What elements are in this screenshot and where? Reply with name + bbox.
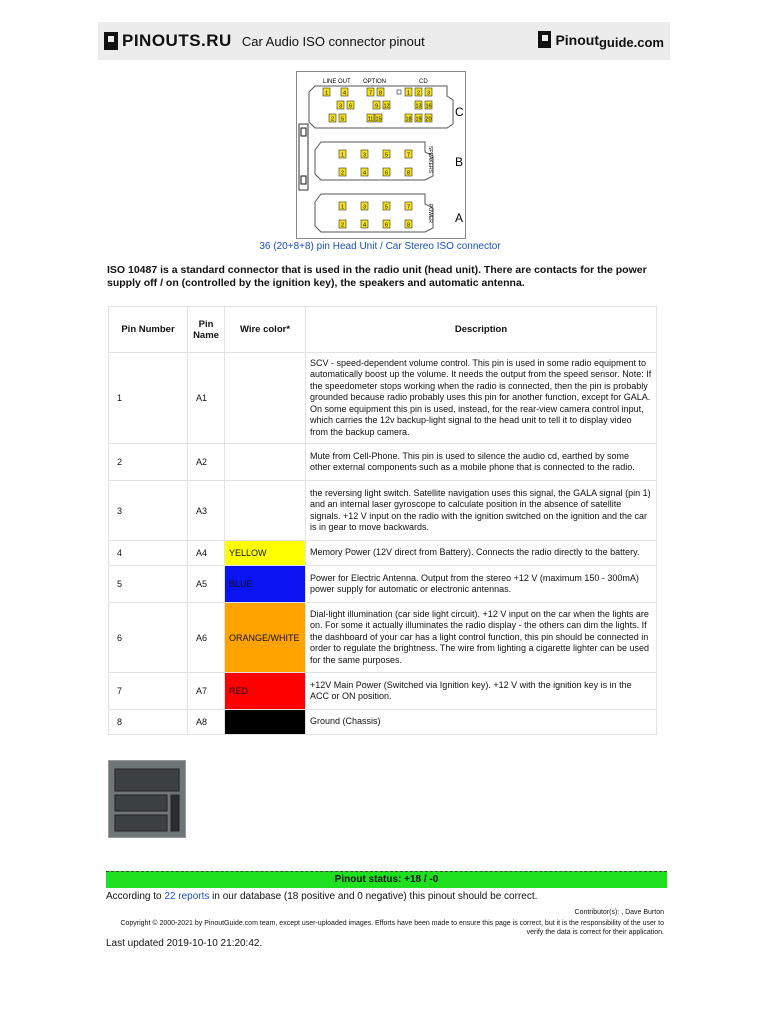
label-option: OPTION xyxy=(363,79,387,85)
pin-label: 13 xyxy=(415,103,422,110)
pin-label: 4 xyxy=(342,90,347,97)
pinoutguide-logo[interactable] xyxy=(538,31,664,48)
header-pin-number: Pin Number xyxy=(109,307,188,353)
pin-name: A4 xyxy=(188,541,225,566)
table-row xyxy=(109,541,657,566)
pin-number: 5 xyxy=(109,566,188,603)
table-row xyxy=(109,603,657,673)
pin-label: 12 xyxy=(383,103,390,110)
pin-label: 8 xyxy=(378,90,383,97)
pin-number: 3 xyxy=(109,481,188,541)
logo-icon xyxy=(104,32,118,50)
pin-label: 7 xyxy=(406,152,411,159)
pin-label: 1 xyxy=(340,152,345,159)
pin-name: A8 xyxy=(188,710,225,735)
pin-label: 3 xyxy=(426,90,431,97)
pin-number: 7 xyxy=(109,673,188,710)
pin-number: 1 xyxy=(109,353,188,444)
pin-label: 18 xyxy=(405,116,412,123)
table-row xyxy=(109,566,657,603)
pin-label: 4 xyxy=(362,170,367,177)
table-row xyxy=(109,444,657,481)
pin-description: SCV - speed-dependent volume control. This pin is used in some radio equipment to automatically boost up the volume. It needs the output from the speed sensor. Note: If the speedometer stops working when the radio is connected, then the pin is probably grounded because radio probably uses this pin for another function, except for GALA. On some equipment this pin is used, instead, for the rear-view camera control input, which carries the 12v backup-light signal to the head unit to tell it to display video from the backup camera. xyxy=(306,353,657,444)
pin-label: 8 xyxy=(406,170,411,177)
contributors: Contributor(s): , Dave Burton xyxy=(574,909,664,916)
wire-color: YELLOW xyxy=(225,541,306,566)
logo-text-a: Pinout xyxy=(555,31,599,48)
diagram-caption[interactable]: 36 (20+8+8) pin Head Unit / Car Stereo ISO connector xyxy=(259,241,501,252)
summary-text-post: in our database (18 positive and 0 negative) this pinout should be correct. xyxy=(209,891,538,902)
pin-label: 19 xyxy=(415,116,422,123)
pin-label: 2 xyxy=(330,116,335,123)
label-cd: CD xyxy=(419,79,428,85)
reports-link[interactable]: 22 reports xyxy=(164,891,210,902)
wire-color: RED xyxy=(225,673,306,710)
label-speakers: SPEAKERS xyxy=(427,146,433,173)
header-wire-color: Wire color* xyxy=(225,307,306,353)
pin-label: 7 xyxy=(406,204,411,211)
pin-label: 1 xyxy=(324,90,329,97)
pin-label: 2 xyxy=(340,222,345,229)
label-power: POWER xyxy=(427,204,433,223)
pin-description: Ground (Chassis) xyxy=(306,710,657,735)
pin-label: 16 xyxy=(425,103,432,110)
pinout-table xyxy=(108,306,657,735)
pin-label: 1 xyxy=(340,204,345,211)
pin-label: 6 xyxy=(384,170,389,177)
wire-color: BLUE xyxy=(225,566,306,603)
pin-label: 5 xyxy=(340,116,345,123)
pin-label: 3 xyxy=(362,152,367,159)
pin-label: 11 xyxy=(367,116,374,123)
pinouts-ru-logo[interactable] xyxy=(104,31,232,51)
wire-color xyxy=(225,481,306,541)
pin-label: 5 xyxy=(384,152,389,159)
connector-photo[interactable] xyxy=(108,760,186,838)
table-row xyxy=(109,353,657,444)
pin-name: A3 xyxy=(188,481,225,541)
table-row xyxy=(109,673,657,710)
pin-label: 3 xyxy=(362,204,367,211)
page-title: Car Audio ISO connector pinout xyxy=(241,33,425,49)
pin-label: 7 xyxy=(368,90,373,97)
pin-label: 15 xyxy=(375,116,382,123)
pin-name: A6 xyxy=(188,603,225,673)
pin-number: 2 xyxy=(109,444,188,481)
pin-number: 6 xyxy=(109,603,188,673)
table-row xyxy=(109,710,657,735)
pin-name: A5 xyxy=(188,566,225,603)
logo-icon xyxy=(538,31,551,48)
pin-label: 20 xyxy=(425,116,432,123)
pin-label: 6 xyxy=(348,103,353,110)
pin-number: 8 xyxy=(109,710,188,735)
pin-description: Mute from Cell-Phone. This pin is used to silence the audio cd, earthed by some other external components such as a mobile phone that is connected to the radio. xyxy=(306,444,657,481)
status-summary xyxy=(106,891,537,902)
pinout-status-bar: Pinout status: +18 / -0 xyxy=(106,871,667,888)
pin-label: 8 xyxy=(406,222,411,229)
label-block-a: A xyxy=(455,211,464,225)
last-updated: Last updated 2019-10-10 21:20:42. xyxy=(106,938,263,949)
pin-label: 6 xyxy=(384,222,389,229)
pin-description: Dial-light illumination (car side light circuit). +12 V input on the car when the lights are on. For some it actually illuminates the radio display - the others can dim the lights. If the dashboard of your car has a light control function, this pin should be connected in order to regulate the brightness. The wire from lighting a cigarette lighter can be used for the same purposes. xyxy=(306,603,657,673)
pin-label: 9 xyxy=(374,103,379,110)
wire-color xyxy=(225,710,306,735)
header-pin-name: Pin Name xyxy=(188,307,225,353)
copyright-notice: Copyright © 2000-2021 by PinoutGuide.com team, except user-uploaded images. Efforts have been made to ensure this page is correct, but it is the responsibility of the user to verify the data is correct for their application. xyxy=(120,920,664,936)
wire-color xyxy=(225,444,306,481)
logo-text-b: guide.com xyxy=(598,35,664,50)
summary-text-pre: According to xyxy=(106,891,165,902)
table-row xyxy=(109,481,657,541)
label-block-b: B xyxy=(455,155,464,169)
pin-description: Power for Electric Antenna. Output from the stereo +12 V (maximum 150 - 300mA) power supply for automatic or electronic antennas. xyxy=(306,566,657,603)
pin-label: 2 xyxy=(340,170,345,177)
pin-name: A7 xyxy=(188,673,225,710)
pin-label: 3 xyxy=(338,103,343,110)
pin-label: 1 xyxy=(406,90,411,97)
connector-photo-svg xyxy=(109,761,185,837)
page-header xyxy=(98,22,670,60)
logo-text: PINOUTS.RU xyxy=(122,31,232,50)
pin-description: the reversing light switch. Satellite navigation uses this signal, the GALA signal (pin 1) and an internal laser gyroscope to calculate position in the absence of satellite signals. +12 V input on the radio with the ignition switched on the ignition and the car is in gear to move backwards. xyxy=(306,481,657,541)
table-header-row xyxy=(109,307,657,353)
pin-number: 4 xyxy=(109,541,188,566)
label-block-c: C xyxy=(455,105,464,119)
intro-text: ISO 10487 is a standard connector that is used in the radio unit (head unit). There are contacts for the power supply off / on (controlled by the ignition key), the speakers and automatic antenna. xyxy=(107,264,647,289)
pin-label: 2 xyxy=(416,90,421,97)
pin-label: 5 xyxy=(384,204,389,211)
label-line-out: LINE OUT xyxy=(323,79,351,85)
pin-label: 4 xyxy=(362,222,367,229)
pin-description: Memory Power (12V direct from Battery). Connects the radio directly to the battery. xyxy=(306,541,657,566)
header-description: Description xyxy=(306,307,657,353)
connector-labels-svg xyxy=(297,72,465,238)
pin-description: +12V Main Power (Switched via Ignition key). +12 V with the ignition key is in the ACC or ON position. xyxy=(306,673,657,710)
pin-name: A1 xyxy=(188,353,225,444)
wire-color: ORANGE/WHITE xyxy=(225,603,306,673)
pin-name: A2 xyxy=(188,444,225,481)
connector-diagram xyxy=(296,71,466,239)
wire-color xyxy=(225,353,306,444)
